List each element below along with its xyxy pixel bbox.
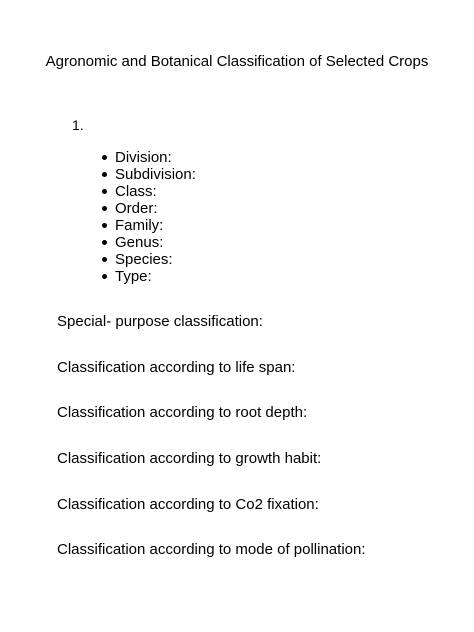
- section-heading-co2-fixation: Classification according to Co2 fixation:: [57, 496, 319, 513]
- list-item-label: Type:: [115, 268, 152, 285]
- numbered-item-marker: 1.: [72, 117, 84, 133]
- list-item-label: Class:: [115, 183, 157, 200]
- list-item-type: [115, 268, 196, 285]
- list-item-division: [115, 149, 196, 166]
- section-heading-pollination: Classification according to mode of pollination:: [57, 541, 366, 558]
- list-item-order: [115, 200, 196, 217]
- bullet-icon: [102, 223, 107, 228]
- list-item-class: [115, 183, 196, 200]
- list-item-subdivision: [115, 166, 196, 183]
- bullet-icon: [102, 189, 107, 194]
- list-item-label: Species:: [115, 251, 173, 268]
- taxonomy-list: [115, 149, 196, 285]
- bullet-icon: [102, 257, 107, 262]
- list-item-label: Order:: [115, 200, 158, 217]
- section-heading-life-span: Classification according to life span:: [57, 359, 296, 376]
- section-heading-root-depth: Classification according to root depth:: [57, 404, 308, 421]
- list-item-genus: [115, 234, 196, 251]
- section-heading-special-purpose: Special- purpose classification:: [57, 313, 263, 330]
- bullet-icon: [102, 240, 107, 245]
- page-title: Agronomic and Botanical Classification of Selected Crops: [45, 53, 429, 70]
- section-heading-growth-habit: Classification according to growth habit:: [57, 450, 322, 467]
- list-item-label: Family:: [115, 217, 164, 234]
- bullet-icon: [102, 172, 107, 177]
- list-item-label: Subdivision:: [115, 166, 196, 183]
- list-item-label: Division:: [115, 149, 172, 166]
- bullet-icon: [102, 206, 107, 211]
- list-item-label: Genus:: [115, 234, 164, 251]
- list-item-species: [115, 251, 196, 268]
- bullet-icon: [102, 274, 107, 279]
- list-item-family: [115, 217, 196, 234]
- bullet-icon: [102, 155, 107, 160]
